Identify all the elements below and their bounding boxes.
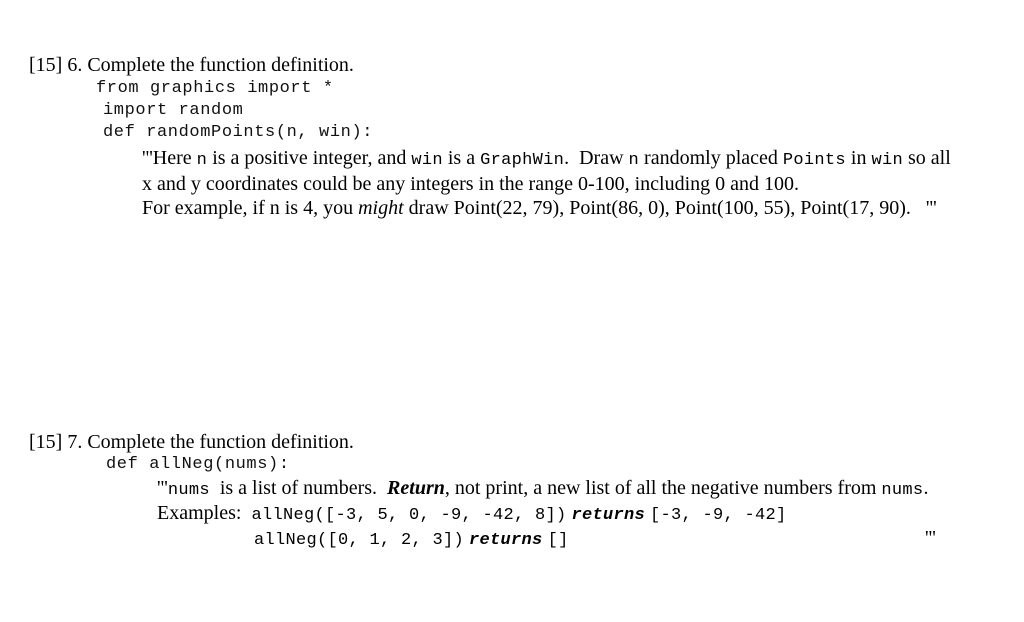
q6-example-text-a: For example, if n is 4, you bbox=[142, 197, 359, 219]
q6-code-line-2: import random bbox=[103, 101, 244, 120]
q6-heading: [15] 6. Complete the function definition. bbox=[29, 54, 354, 76]
q7-text-3: . bbox=[923, 477, 929, 499]
q7-text-2: , not print, a new list of all the negative numbers from bbox=[444, 477, 882, 499]
q7-examples-label: Examples: bbox=[157, 502, 252, 524]
q6-param-win: win bbox=[411, 151, 443, 170]
q7-return-word: Return bbox=[387, 477, 445, 499]
q6-text-5: in bbox=[845, 147, 872, 169]
q6-doc-open: '''Here bbox=[142, 147, 197, 169]
q6-docstring-line-3 bbox=[142, 197, 937, 220]
q6-code-line-1: from graphics import * bbox=[96, 79, 334, 98]
q6-graphwin: GraphWin bbox=[480, 151, 565, 170]
q7-example-2-result: [] bbox=[547, 531, 569, 550]
q7-example-1-returns: returns bbox=[571, 506, 646, 525]
q6-might: might bbox=[358, 197, 404, 219]
q7-example-2-returns: returns bbox=[469, 531, 543, 550]
q7-example-1-call: allNeg([-3, 5, 0, -9, -42, 8]) bbox=[251, 506, 567, 525]
q6-param-n-2: n bbox=[628, 151, 640, 170]
q7-nums-2: nums bbox=[881, 481, 924, 500]
q7-example-1-result: [-3, -9, -42] bbox=[650, 506, 787, 525]
q6-text-4: randomly placed bbox=[639, 147, 783, 169]
q7-example-2 bbox=[254, 527, 569, 550]
q7-nums: nums bbox=[167, 481, 210, 500]
q6-points: Points bbox=[782, 151, 846, 170]
q7-doc-open: ''' bbox=[157, 477, 168, 499]
q6-param-win-2: win bbox=[871, 151, 903, 170]
q7-example-2-call: allNeg([0, 1, 2, 3]) bbox=[254, 531, 465, 550]
q6-docstring-line-1 bbox=[142, 147, 951, 170]
q7-code-line: def allNeg(nums): bbox=[106, 455, 290, 474]
q6-code-line-3: def randomPoints(n, win): bbox=[103, 123, 374, 142]
q6-text-1: is a positive integer, and bbox=[207, 147, 412, 169]
q7-heading: [15] 7. Complete the function definition. bbox=[29, 431, 354, 453]
q7-doc-close: ''' bbox=[925, 527, 936, 549]
q6-example-text-b: draw Point(22, 79), Point(86, 0), Point(100, 55), Point(17, 90). ''' bbox=[403, 197, 937, 219]
q6-text-2: is a bbox=[442, 147, 481, 169]
q6-text-6: so all bbox=[902, 147, 951, 169]
q6-param-n: n bbox=[196, 151, 208, 170]
q7-example-1 bbox=[157, 502, 787, 525]
q6-docstring-line-2: x and y coordinates could be any integers in the range 0-100, including 0 and 100. bbox=[142, 173, 800, 195]
q7-text-1: is a list of numbers. bbox=[209, 477, 388, 499]
q6-text-3: . Draw bbox=[564, 147, 629, 169]
q7-docstring-line-1 bbox=[157, 477, 928, 500]
